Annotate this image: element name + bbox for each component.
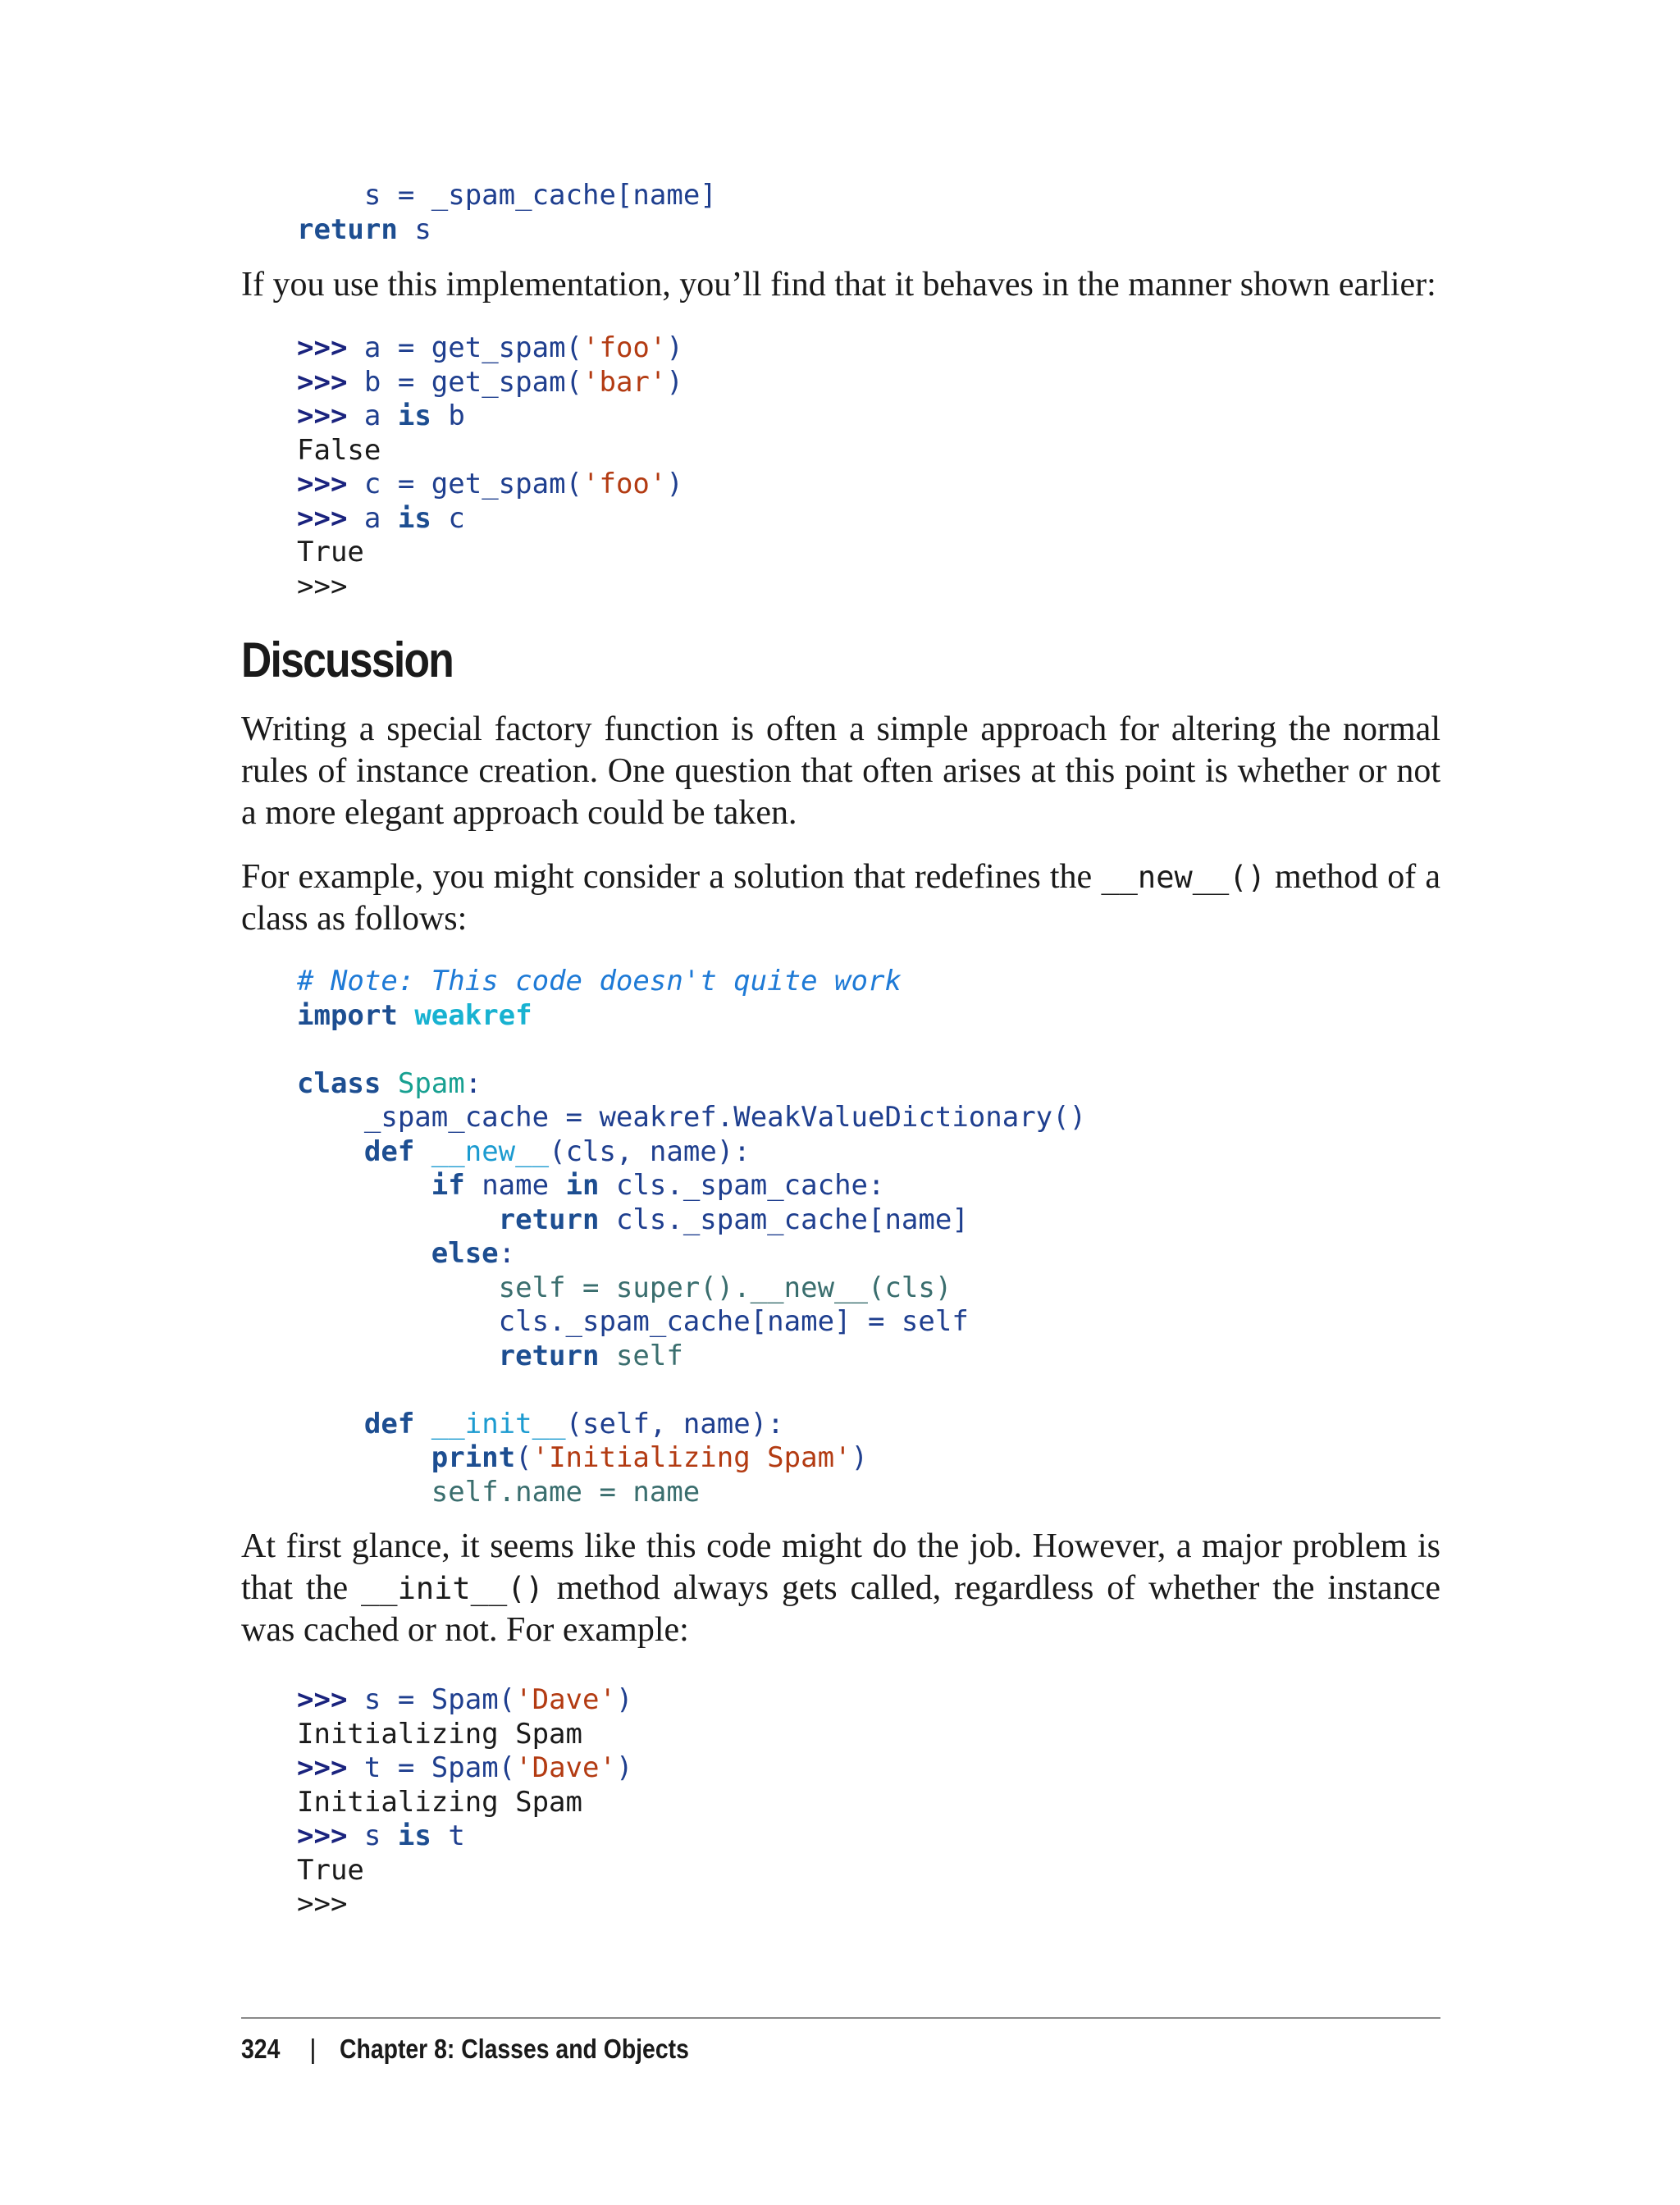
code-line — [297, 999, 1086, 1034]
code-text: self = super().__new__(cls) — [498, 1271, 952, 1304]
code-line — [297, 1751, 632, 1786]
keyword: is — [397, 501, 431, 535]
keyword: def — [363, 1407, 415, 1440]
string-literal: 'Dave' — [515, 1683, 616, 1716]
page-footer — [241, 2026, 746, 2072]
string-literal: 'Initializing Spam' — [532, 1441, 851, 1474]
keyword: import — [297, 998, 398, 1032]
interactive-session-1 — [297, 331, 683, 604]
paragraph-intro: If you use this implementation, you’ll find that it behaves in the manner shown earlier: — [241, 266, 1436, 304]
paragraph-discussion: Writing a special factory function is often a simple approach for altering the normal rules of instance creation. One question that often arises at this point is whether or not a more elegant approach could be taken. — [241, 710, 1440, 832]
code-text: self.name = name — [431, 1475, 701, 1509]
paragraph-example — [241, 856, 1440, 940]
code-text: c = get_spam( — [363, 468, 583, 500]
footer-separator: | — [309, 2034, 317, 2064]
footer-rule — [241, 2017, 1440, 2019]
code-text: ) — [615, 1683, 633, 1716]
code-text: name — [464, 1169, 566, 1202]
output-line: Initializing Spam — [297, 1785, 582, 1819]
prompt: >>> — [297, 569, 348, 603]
code-block-top — [297, 179, 717, 247]
prompt: >>> — [297, 1751, 348, 1784]
code-line — [297, 1819, 632, 1854]
prompt: >>> — [297, 1888, 348, 1920]
keyword: return — [498, 1203, 600, 1236]
code-line — [297, 366, 683, 400]
code-text: (self, name): — [565, 1407, 784, 1440]
keyword: def — [363, 1134, 415, 1168]
code-text: c — [448, 501, 465, 535]
code-text: : — [498, 1237, 516, 1270]
code-line — [297, 1683, 632, 1718]
code-line — [297, 1169, 1086, 1203]
inline-code: __new__() — [1101, 860, 1266, 895]
code-text: (cls, name): — [549, 1134, 751, 1168]
code-text: s = _spam_cache[name] — [363, 179, 717, 212]
code-line — [297, 502, 683, 536]
code-line — [297, 1305, 1086, 1340]
paragraph-first-glance — [241, 1526, 1440, 1651]
code-text: _spam_cache = weakref.WeakValueDictionary() — [363, 1101, 1087, 1134]
prompt: >>> — [297, 365, 348, 399]
code-text: a — [363, 501, 381, 535]
output-line: True — [297, 536, 364, 568]
string-literal: 'foo' — [582, 468, 667, 500]
code-line — [297, 1441, 1086, 1476]
text: For example, you might consider a solution that redefines the — [241, 858, 1102, 896]
code-text: cls._spam_cache: — [599, 1169, 885, 1202]
code-text: t = Spam( — [363, 1751, 516, 1784]
code-text: ( — [515, 1441, 532, 1474]
text: At first glance, it seems like this code might do the job. However, a major problem is that the — [241, 1527, 1440, 1607]
code-text: ) — [666, 331, 683, 364]
code-line — [297, 331, 683, 366]
code-text: cls._spam_cache[name] — [599, 1203, 969, 1236]
code-line — [297, 213, 717, 248]
page-number: 324 — [241, 2034, 281, 2064]
code-text: b — [448, 399, 465, 432]
prompt: >>> — [297, 1819, 348, 1852]
code-line — [297, 1340, 1086, 1374]
code-line — [297, 179, 717, 213]
code-text: ) — [615, 1751, 633, 1784]
code-line — [297, 399, 683, 434]
keyword: return — [498, 1339, 600, 1372]
output-line: Initializing Spam — [297, 1717, 582, 1751]
string-literal: 'foo' — [582, 331, 667, 364]
keyword: class — [297, 1066, 381, 1100]
code-comment: # Note: This code doesn't quite work — [297, 965, 902, 998]
output-line: True — [297, 1853, 364, 1887]
interactive-session-2 — [297, 1683, 632, 1922]
output-line: False — [297, 433, 381, 467]
code-block-spam-class — [297, 965, 1086, 1509]
blank-line — [297, 1033, 1086, 1067]
builtin-function: print — [431, 1441, 516, 1474]
blank-line — [297, 1373, 1086, 1408]
prompt: >>> — [297, 1683, 348, 1716]
section-heading: Discussion — [241, 632, 454, 687]
prompt: >>> — [297, 399, 348, 432]
chapter-title: Chapter 8: Classes and Objects — [339, 2034, 689, 2064]
keyword: in — [565, 1169, 600, 1202]
inline-code: __init__() — [361, 1571, 544, 1606]
code-text: a = get_spam( — [363, 331, 583, 364]
code-text: s = Spam( — [363, 1683, 516, 1716]
code-text: a — [363, 399, 381, 432]
code-text: s — [363, 1819, 381, 1852]
text: method of a class as follows: — [241, 858, 1441, 938]
text: method always gets called, regardless of whether the instance was cached or not. For example: — [241, 1569, 1440, 1649]
code-line — [297, 1237, 1086, 1271]
keyword: return — [297, 212, 398, 246]
code-text: b = get_spam( — [363, 365, 583, 399]
prompt: >>> — [297, 468, 348, 500]
keyword: is — [397, 399, 431, 432]
code-line — [297, 1135, 1086, 1170]
code-text: self — [599, 1339, 683, 1372]
code-line — [297, 1203, 1086, 1238]
prompt: >>> — [297, 331, 348, 364]
code-line — [297, 1101, 1086, 1135]
code-text: : — [464, 1066, 482, 1100]
code-text: ) — [666, 365, 683, 399]
keyword: else — [431, 1237, 499, 1270]
code-text: s — [414, 212, 431, 246]
function-name: __new__ — [431, 1134, 550, 1168]
keyword: is — [397, 1819, 431, 1852]
string-literal: 'Dave' — [515, 1751, 616, 1784]
code-line — [297, 468, 683, 502]
prompt: >>> — [297, 501, 348, 535]
code-line — [297, 1067, 1086, 1102]
function-name: __init__ — [431, 1407, 566, 1440]
code-line — [297, 1408, 1086, 1442]
code-text: cls._spam_cache[name] = self — [498, 1305, 969, 1338]
code-line — [297, 1271, 1086, 1306]
code-text: ) — [851, 1441, 869, 1474]
code-text: t — [448, 1819, 465, 1852]
code-text: ) — [666, 468, 683, 500]
code-line — [297, 1476, 1086, 1510]
string-literal: 'bar' — [582, 365, 667, 399]
class-name: Spam — [397, 1066, 465, 1100]
module-name: weakref — [414, 998, 532, 1032]
keyword: if — [431, 1169, 465, 1202]
